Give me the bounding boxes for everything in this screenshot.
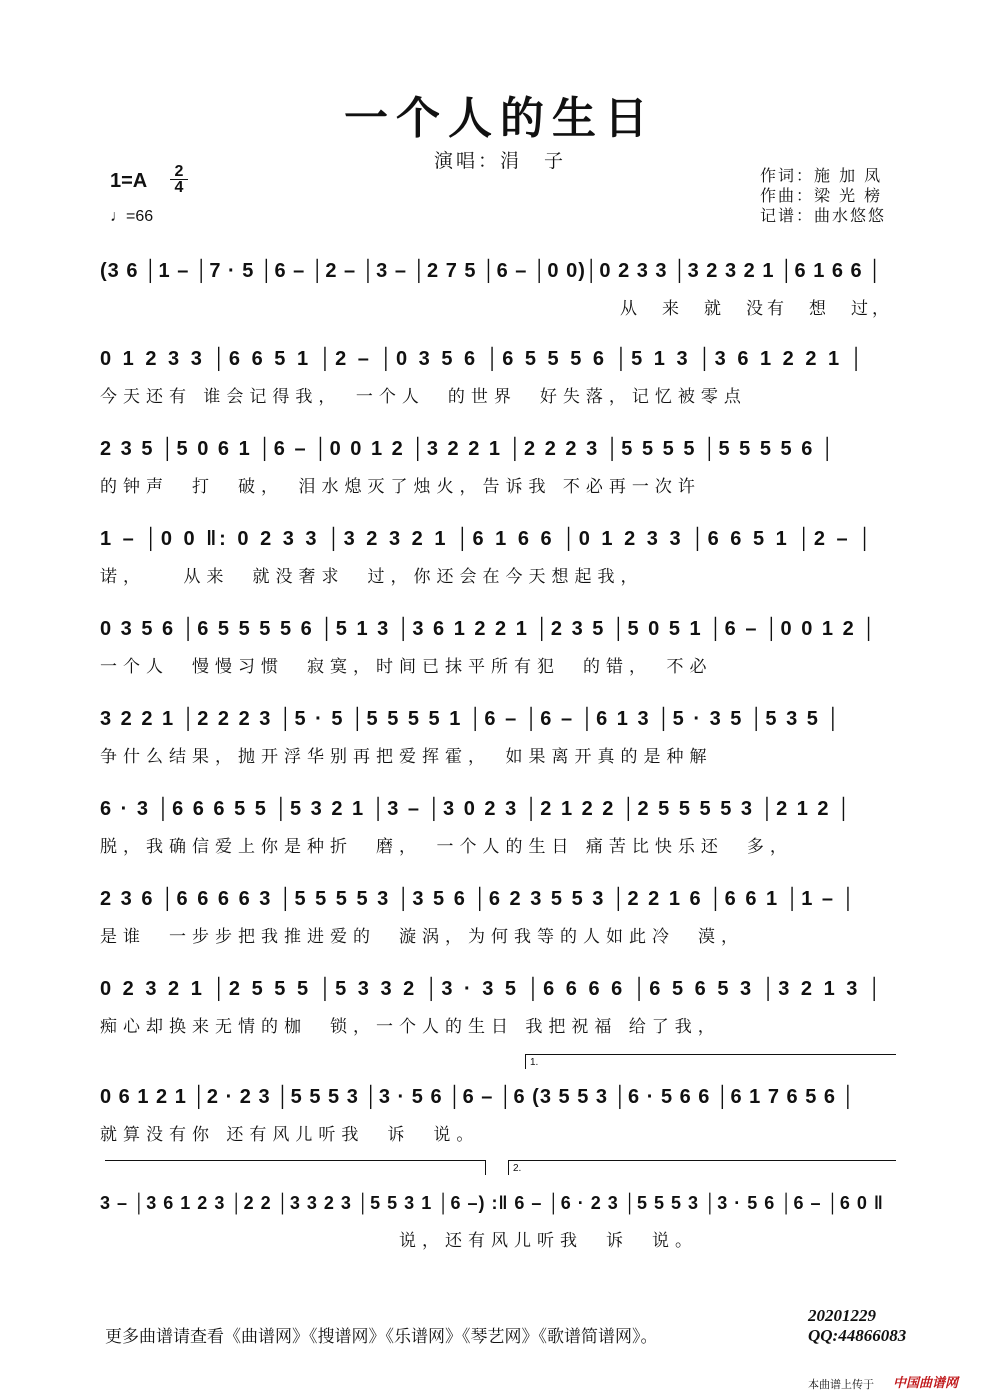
meter-top: 2 — [174, 163, 184, 180]
score-line-5 — [100, 612, 900, 692]
qq-text: QQ:44866083 — [808, 1326, 907, 1345]
first-ending-number: 1. — [530, 1057, 539, 1068]
second-ending-bracket — [508, 1160, 896, 1175]
transcriber-credit: 记谱：曲水悠悠 — [760, 206, 887, 225]
site-logo[interactable]: 中国曲谱网 — [893, 1375, 959, 1390]
score-line-1 — [100, 254, 900, 334]
notes-line-3: 2 3 5 │5 0 6 1 │6 – │0 0 1 2 │3 2 2 1 │2 2 2 3 │5 5 5 5 │5 5 5 5 6 │ — [100, 437, 837, 460]
lyrics-line-10: 就算没有你 还有风儿听我 诉 说。 — [100, 1125, 480, 1145]
notes-line-8: 2 3 6 │6 6 6 6 3 │5 5 5 5 3 │3 5 6 │6 2 3 5 5 3 │2 2 1 6 │6 6 1 │1 – │ — [100, 887, 858, 910]
notes-line-6: 3 2 2 1 │2 2 2 3 │5 · 5 │5 5 5 5 1 │6 – │6 – │6 1 3 │5 · 3 5 │5 3 5 │ — [100, 707, 842, 730]
lyrics-line-3: 的钟声 打 破， 泪水熄灭了烛火，告诉我 不必再一次许 — [100, 477, 701, 497]
score-line-2 — [100, 342, 900, 422]
score-line-4 — [100, 522, 900, 602]
score-line-3 — [100, 432, 900, 512]
lyrics-line-7: 脱，我确信爱上你是种折 磨， 一个人的生日 痛苦比快乐还 多， — [100, 837, 793, 857]
lyrics-line-9: 痴心却换来无情的枷 锁，一个人的生日 我把祝福 给了我， — [100, 1017, 721, 1037]
notes-line-9: 0 2 3 2 1 │2 5 5 5 │5 3 3 2 │3 · 3 5 │6 6 6 6 │6 5 6 5 3 │3 2 1 3 │ — [100, 977, 885, 1000]
notes-line-7: 6 · 3 │6 6 6 5 5 │5 3 2 1 │3 – │3 0 2 3 │2 1 2 2 │2 5 5 5 5 3 │2 1 2 │ — [100, 797, 853, 820]
lyrics-line-2: 今天还有 谁会记得我， 一个人 的世界 好失落，记忆被零点 — [100, 387, 747, 407]
notes-line-1: (3 6 │1 – │7 · 5 │6 – │2 – │3 – │2 7 5 │6 – │0 0)│0 2 3 3 │3 2 3 2 1 │6 1 6 6 │ — [100, 259, 883, 282]
date-stamp — [808, 1306, 906, 1346]
second-ending-number: 2. — [513, 1163, 522, 1174]
upload-label: 本曲谱上传于 — [808, 1379, 874, 1391]
tempo-marking: ♩=66 — [110, 208, 154, 225]
lyrics-line-6: 争什么结果，抛开浮华别再把爱挥霍， 如果离开真的是种解 — [100, 747, 713, 767]
lyrics-line-4: 诺， 从来 就没奢求 过，你还会在今天想起我， — [100, 567, 644, 587]
lyrics-line-5: 一个人 慢慢习惯 寂寞，时间已抹平所有犯 的错， 不必 — [100, 657, 713, 677]
first-ending-continuation — [105, 1160, 486, 1175]
notes-line-4: 1 – │0 0 ‖: 0 2 3 3 │3 2 3 2 1 │6 1 6 6 │0 1 2 3 3 │6 6 5 1 │2 – │ — [100, 527, 875, 550]
lyrics-line-11: 说，还有风儿听我 诉 说。 — [100, 1231, 698, 1251]
score-line-9 — [100, 972, 900, 1052]
credits-block — [760, 166, 886, 226]
score-line-7 — [100, 792, 900, 872]
singer-line: 演唱：涓 子 — [433, 150, 566, 172]
meter-bottom: 4 — [170, 179, 188, 195]
score-line-8 — [100, 882, 900, 962]
footer-note: 更多曲谱请查看《曲谱网》《搜谱网》《乐谱网》《琴艺网》《歌谱简谱网》。 — [105, 1327, 658, 1347]
lyrics-line-8: 是谁 一步步把我推进爱的 漩涡，为何我等的人如此冷 漠， — [100, 927, 744, 947]
date-text: 20201229 — [808, 1306, 876, 1325]
key-signature: 1=A — [110, 170, 148, 192]
notes-line-10: 0 6 1 2 1 │2 · 2 3 │5 5 5 3 │3 · 5 6 │6 – │6 (3 5 5 3 │6 · 5 6 6 │6 1 7 6 5 6 │ — [100, 1085, 857, 1108]
notes-line-2: 0 1 2 3 3 │6 6 5 1 │2 – │0 3 5 6 │6 5 5 5 6 │5 1 3 │3 6 1 2 2 1 │ — [100, 347, 867, 370]
lyrics-line-1: 从 来 就 没有 想 过， — [620, 299, 893, 319]
time-signature — [170, 164, 188, 195]
score-line-10 — [100, 1080, 900, 1160]
score-line-6 — [100, 702, 900, 782]
first-ending-bracket — [525, 1054, 896, 1069]
score-line-11 — [100, 1186, 900, 1266]
song-title: 一个人的生日 — [344, 93, 656, 144]
composer-credit: 作曲：梁 光 榜 — [760, 186, 883, 205]
notes-line-11: 3 – │3 6 1 2 3 │2 2 │3 3 2 3 │5 5 3 1 │6 –) :‖ 6 – │6 · 2 3 │5 5 5 3 │3 · 5 6 │6 – │6 0 ‖ — [100, 1192, 884, 1213]
lyricist-credit: 作词：施 加 凤 — [760, 166, 883, 185]
notes-line-5: 0 3 5 6 │6 5 5 5 5 6 │5 1 3 │3 6 1 2 2 1 │2 3 5 │5 0 5 1 │6 – │0 0 1 2 │ — [100, 617, 878, 640]
